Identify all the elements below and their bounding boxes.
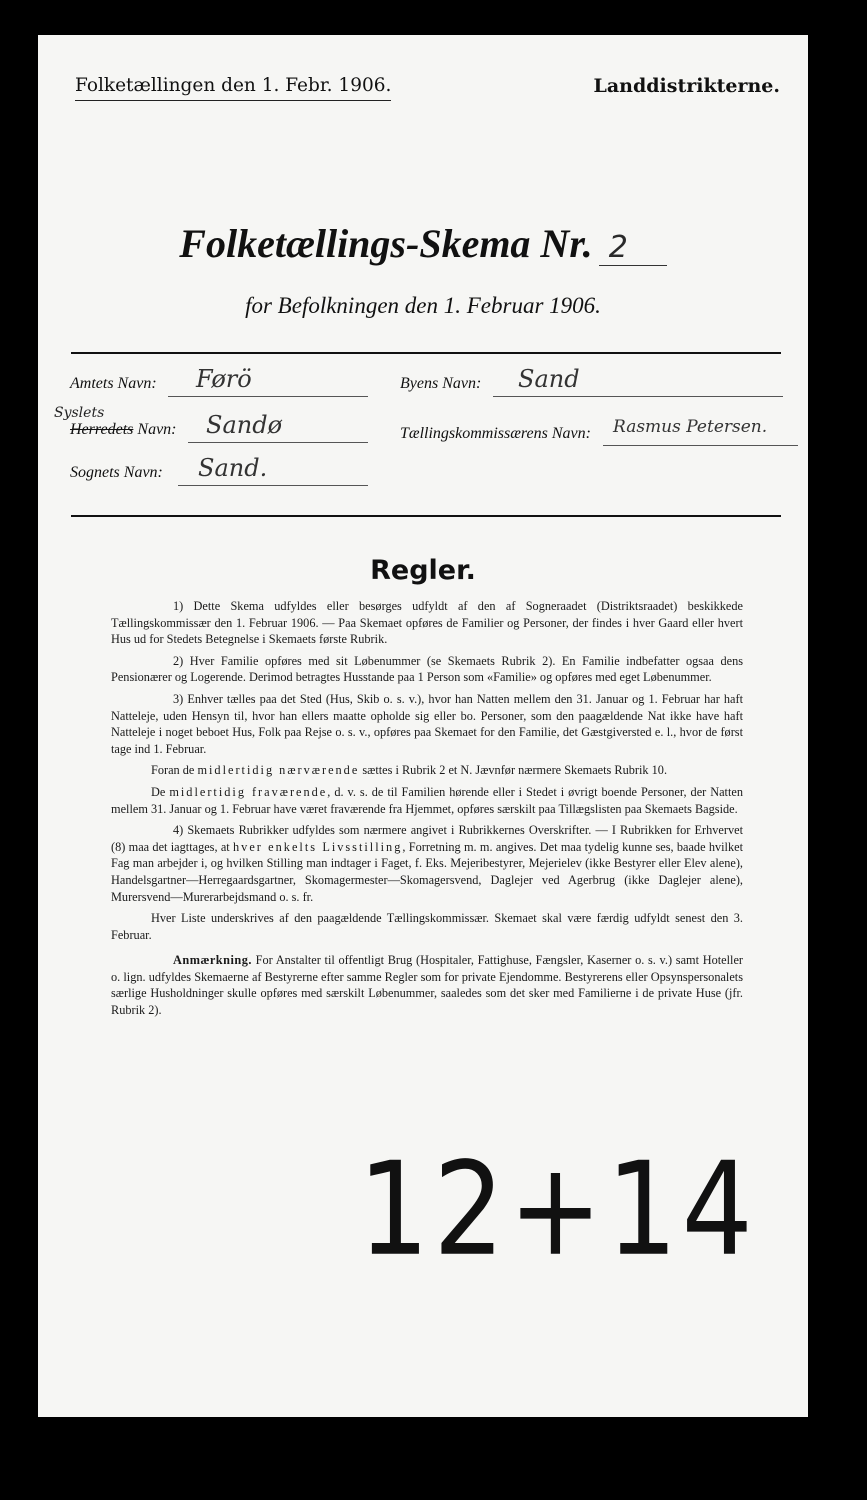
note-label: Anmærkning. bbox=[173, 953, 252, 968]
header-underline bbox=[75, 100, 391, 101]
by-label: Byens Navn: bbox=[400, 375, 482, 392]
rule-3: 3) Enhver tælles paa det Sted (Hus, Skib o. s. v.), hvor han Natten mellem den 31. Januar og 1. Februar har haft Natteleje, uden Hensyn til, hvor han ellers maatte opholde sig eller bo. Personer, som den paagældende Nat ikke have haft Natteleje i noget beboet Hus, Folk paa Rejse o. s. v., opføres paa Skemaet for den Familie, det Gæstgiversted e. l., hvor de først tage ind 1. Februar. bbox=[111, 691, 743, 756]
rule-3-absent-b: , d. v. s. de til Familien hørende eller i Stedet i øvrigt boende Personer, der Natten mellem 31. Januar og 1. Februar have været fraværende fra Hjemmet, opføres særskilt paa Tillægslisten paa Skemaets Bagside. bbox=[111, 784, 743, 816]
kommissaer-value: Rasmus Petersen. bbox=[613, 417, 768, 437]
by-value: Sand bbox=[518, 365, 580, 393]
sogn-value: Sand. bbox=[198, 454, 268, 482]
rules-title: Regler. bbox=[370, 555, 476, 586]
form-title bbox=[38, 220, 808, 267]
rule-4 bbox=[111, 822, 743, 905]
rule-4-a: 4) Skemaets Rubrikker udfyldes som nærmere angivet i Rubrikkernes Overskrifter. — I Rubrikken for Erhvervet (8) maa det iagttages, at bbox=[111, 823, 743, 854]
herred-label-suffix: Navn: bbox=[137, 421, 177, 438]
rule-3-absent-a: De bbox=[151, 784, 170, 799]
census-header bbox=[75, 75, 391, 96]
herred-line bbox=[188, 442, 368, 443]
bottom-divider bbox=[71, 515, 781, 517]
form-title-text: Folketællings-Skema Nr. bbox=[179, 221, 593, 266]
rule-1: 1) Dette Skema udfyldes eller besørges udfyldt af den af Sogneraadet (Distriktsraadet) beskikkede Tællingskommissær den 1. Februar 1906. — Paa Skemaet opføres de Familier og Personer, der findes i hver Gaard eller hvert Hus ud for Stedets Betegnelse i Skemaets første Rubrik. bbox=[111, 599, 743, 647]
sogn-label: Sognets Navn: bbox=[70, 464, 163, 481]
by-line bbox=[493, 396, 783, 397]
rule-4-spaced: hver enkelts Livsstilling bbox=[233, 839, 403, 854]
rules-body bbox=[111, 598, 743, 1024]
district-type: Landdistrikterne. bbox=[593, 75, 780, 97]
rule-3-present-spaced: midlertidig nærværende bbox=[197, 763, 360, 778]
kommissaer-line bbox=[603, 445, 798, 446]
handwritten-count: 12+14 bbox=[358, 1135, 757, 1285]
rule-3-absent-spaced: midlertidig fraværende bbox=[169, 784, 328, 799]
rule-3-absent bbox=[111, 784, 743, 817]
form-subtitle: for Befolkningen den 1. Februar 1906. bbox=[245, 293, 601, 318]
census-form-page bbox=[38, 35, 808, 1417]
rule-5: Hver Liste underskrives af den paagældende Tællingskommissær. Skemaet skal være færdig udfyldt senest den 3. Februar. bbox=[111, 911, 743, 942]
form-number: 2 bbox=[599, 230, 667, 266]
kommissaer-label: Tællingskommissærens Navn: bbox=[400, 425, 591, 442]
note-text: For Anstalter til offentligt Brug (Hospitaler, Fattighuse, Fængsler, Kaserner o. s. v.) samt Hoteller o. lign. udfyldes Skemaerne af Bestyrerne efter samme Regler som for private Ejendomme. Bestyrerens eller Opsynspersonalets særlige Husholdninger skulle opføres med særskilt Løbenummer, saaledes som det sker med Familierne i de private Huse (jfr. Rubrik 2). bbox=[111, 953, 743, 1018]
herred-label bbox=[70, 421, 177, 439]
rule-3-present bbox=[111, 762, 743, 779]
amt-label: Amtets Navn: bbox=[70, 375, 157, 392]
herred-correction: Syslets bbox=[54, 405, 105, 421]
census-header-text: Folketællingen den 1. Febr. 1906. bbox=[75, 75, 392, 96]
rule-4-b: , Forretning m. m. angives. Det maa tydelig kunne ses, baade hvilket Fag man arbejder i, og hvilken Stilling man indtager i Faget, f. Eks. Mejeribestyrer, Mejerielev (ikke Bestyrer eller Elev alene), Handelsgartner—Herregaardsgartner, Skomagermester—Skomagersvend, Daglejer ved Agerbrug (ikke Daglejer alene), Murersvend—Murerarbejdsmand o. s. fr. bbox=[111, 839, 743, 904]
rule-3-present-b: sættes i Rubrik 2 et N. Jævnfør nærmere Skemaets Rubrik 10. bbox=[359, 763, 668, 778]
rule-2: 2) Hver Familie opføres med sit Løbenummer (se Skemaets Rubrik 2). En Familie indbefatter ogsaa dens Pensionærer og Logerende. Derimod betragtes Husstande paa 1 Person som «Familie» og opføres med eget Løbenummer. bbox=[111, 653, 743, 685]
rule-3-present-a: Foran de bbox=[151, 763, 198, 778]
top-divider bbox=[71, 352, 781, 354]
note bbox=[111, 952, 743, 1018]
herred-value: Sandø bbox=[206, 411, 283, 439]
sogn-line bbox=[178, 485, 368, 486]
amt-value: Førö bbox=[196, 365, 252, 393]
amt-line bbox=[168, 396, 368, 397]
herred-label-struck: Herredets bbox=[70, 421, 134, 438]
